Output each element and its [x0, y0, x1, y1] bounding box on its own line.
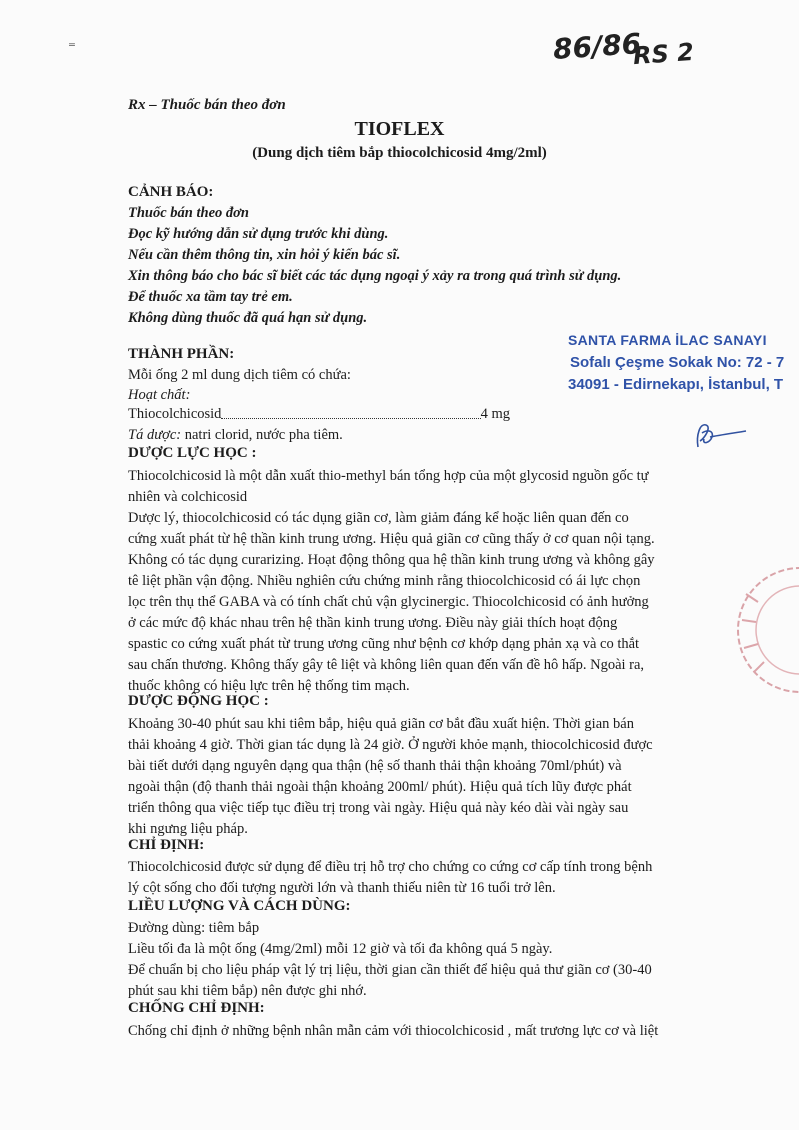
document-title: TIOFLEX	[354, 118, 445, 140]
active-ingredient-name: Thiocolchicosid	[128, 406, 222, 422]
warning-heading: CẢNH BÁO:	[128, 184, 214, 200]
indications-line: Thiocolchicosid được sử dụng để điều trị hỗ trợ cho chứng co cứng cơ cấp tính trong bệnh	[128, 859, 653, 875]
pharmacodynamics-heading: DƯỢC LỰC HỌC :	[128, 445, 257, 461]
pharmacodynamics-line: Không có tác dụng curarizing. Hoạt động thông qua hệ thần kinh trung ương và không gây	[128, 552, 655, 568]
pharmacodynamics-line: Thiocolchicosid là một dẫn xuất thio-methyl bán tổng hợp của một glycosid nguồn gốc tự	[128, 468, 649, 484]
contraindications-line: Chống chỉ định ở những bệnh nhân mẫn cảm với thiocolchicosid , mất trương lực cơ và liệt	[128, 1023, 659, 1039]
document-subtitle: (Dung dịch tiêm bắp thiocolchicosid 4mg/2ml)	[252, 145, 547, 161]
pharmacokinetics-line: thải khoảng 4 giờ. Thời gian tác dụng là 24 giờ. Ở người khỏe mạnh, thiocolchicosid được	[128, 737, 653, 753]
warning-line: Không dùng thuốc đã quá hạn sử dụng.	[128, 310, 368, 326]
pharmacokinetics-heading: DƯỢC ĐỘNG HỌC :	[128, 693, 269, 709]
excipient-line	[128, 426, 343, 445]
pharmacodynamics-line: Dược lý, thiocolchicosid có tác dụng giãn cơ, làm giảm đáng kể hoặc liên quan đến co	[128, 510, 629, 526]
pharmacokinetics-line: bài tiết dưới dạng nguyên dạng qua thận (hệ số thanh thải thận khoảng 70ml/phút) và	[128, 758, 622, 774]
active-ingredient-label: Hoạt chất:	[128, 387, 191, 403]
active-ingredient-row	[128, 405, 510, 424]
pharmacodynamics-line: lọc trên thụ thể GABA và có tính chất chủ vận glycinergic. Thiocolchicosid có ảnh hưởng	[128, 594, 649, 610]
corner-tick-mark: ⁼	[68, 40, 76, 56]
handwritten-page-count: 86/86	[551, 26, 643, 67]
contraindications-heading: CHỐNG CHỈ ĐỊNH:	[128, 1000, 265, 1016]
rx-line: Rx – Thuốc bán theo đơn	[128, 97, 286, 113]
active-ingredient-amount: 4 mg	[480, 406, 510, 422]
dosage-line: phút sau khi tiêm bắp) nên được ghi nhớ.	[128, 983, 367, 999]
pharmacokinetics-line: Khoảng 30-40 phút sau khi tiêm bắp, hiệu quả giãn cơ bắt đầu xuất hiện. Thời gian bán	[128, 716, 634, 732]
indications-heading: CHỈ ĐỊNH:	[128, 837, 205, 853]
pharmacokinetics-line: khi ngưng liệu pháp.	[128, 821, 248, 837]
warning-line: Thuốc bán theo đơn	[128, 205, 249, 221]
dotted-leader	[221, 405, 480, 419]
pharmacokinetics-line: triển thông qua việc tiếp tục điều trị trong vài ngày. Hiệu quả này kéo dài vài ngày sau	[128, 800, 629, 816]
warning-line: Để thuốc xa tầm tay trẻ em.	[128, 289, 293, 305]
excipient-text: natri clorid, nước pha tiêm.	[181, 427, 343, 443]
company-stamp-line: 34091 - Edirnekapı, İstanbul, T	[568, 376, 784, 393]
warning-line: Xin thông báo cho bác sĩ biết các tác dụng ngoại ý xảy ra trong quá trình sử dụng.	[128, 268, 622, 284]
company-stamp-line: Sofalı Çeşme Sokak No: 72 - 7	[570, 354, 785, 371]
warning-line: Nếu cần thêm thông tin, xin hỏi ý kiến bác sĩ.	[128, 247, 401, 263]
red-seal-mark	[728, 560, 799, 700]
pharmacokinetics-line: ngoài thận (độ thanh thải ngoài thận khoảng 200ml/ phút). Hiệu quả tích lũy được phát	[128, 779, 632, 795]
excipient-label: Tá dược:	[128, 427, 182, 443]
pharmacodynamics-line: nhiên và colchicosid	[128, 489, 248, 505]
warning-line: Đọc kỹ hướng dẫn sử dụng trước khi dùng.	[128, 226, 389, 242]
pharmacodynamics-line: thuốc không có hiệu lực trên hệ thống tim mạch.	[128, 678, 410, 694]
dosage-line: Đường dùng: tiêm bắp	[128, 920, 260, 936]
pharmacodynamics-line: spastic co cứng xuất phát từ trung ương cũng như bệnh cơ khớp dạng phản xạ và co thắt	[128, 636, 640, 652]
pharmacodynamics-line: tê liệt phần vận động. Nhiều nghiên cứu chứng minh rằng thiocolchicosid có ái lực chọn	[128, 573, 641, 589]
indications-line: lý cột sống cho đối tượng người lớn và thanh thiếu niên từ 16 tuổi trở lên.	[128, 880, 556, 896]
composition-intro: Mỗi ống 2 ml dung dịch tiêm có chứa:	[128, 367, 351, 383]
pharmacodynamics-line: sau chấn thương. Không thấy gây tê liệt và không liên quan đến vấn đề hô hấp. Ngoài ra,	[128, 657, 645, 673]
signature-mark	[690, 415, 750, 457]
pharmacodynamics-line: cứng xuất phát từ hệ thần kinh trung ương. Hiệu quả giãn cơ cũng thấy ở cơ quan nội tạng.	[128, 531, 655, 547]
composition-heading: THÀNH PHẦN:	[128, 346, 235, 362]
dosage-line: Để chuẩn bị cho liệu pháp vật lý trị liệu, thời gian cần thiết để hiệu quả thư giãn cơ (30-40	[128, 962, 652, 978]
pharmacodynamics-line: ở các mức độ khác nhau trên hệ thần kinh trung ương. Điều này giải thích hoạt động	[128, 615, 618, 631]
dosage-line: Liều tối đa là một ống (4mg/2ml) mỗi 12 giờ và tối đa không quá 5 ngày.	[128, 941, 553, 957]
handwritten-annotation: RS 2	[632, 37, 695, 71]
company-stamp-line: SANTA FARMA İLAC SANAYI	[568, 332, 767, 348]
dosage-heading: LIỀU LƯỢNG VÀ CÁCH DÙNG:	[128, 898, 351, 914]
